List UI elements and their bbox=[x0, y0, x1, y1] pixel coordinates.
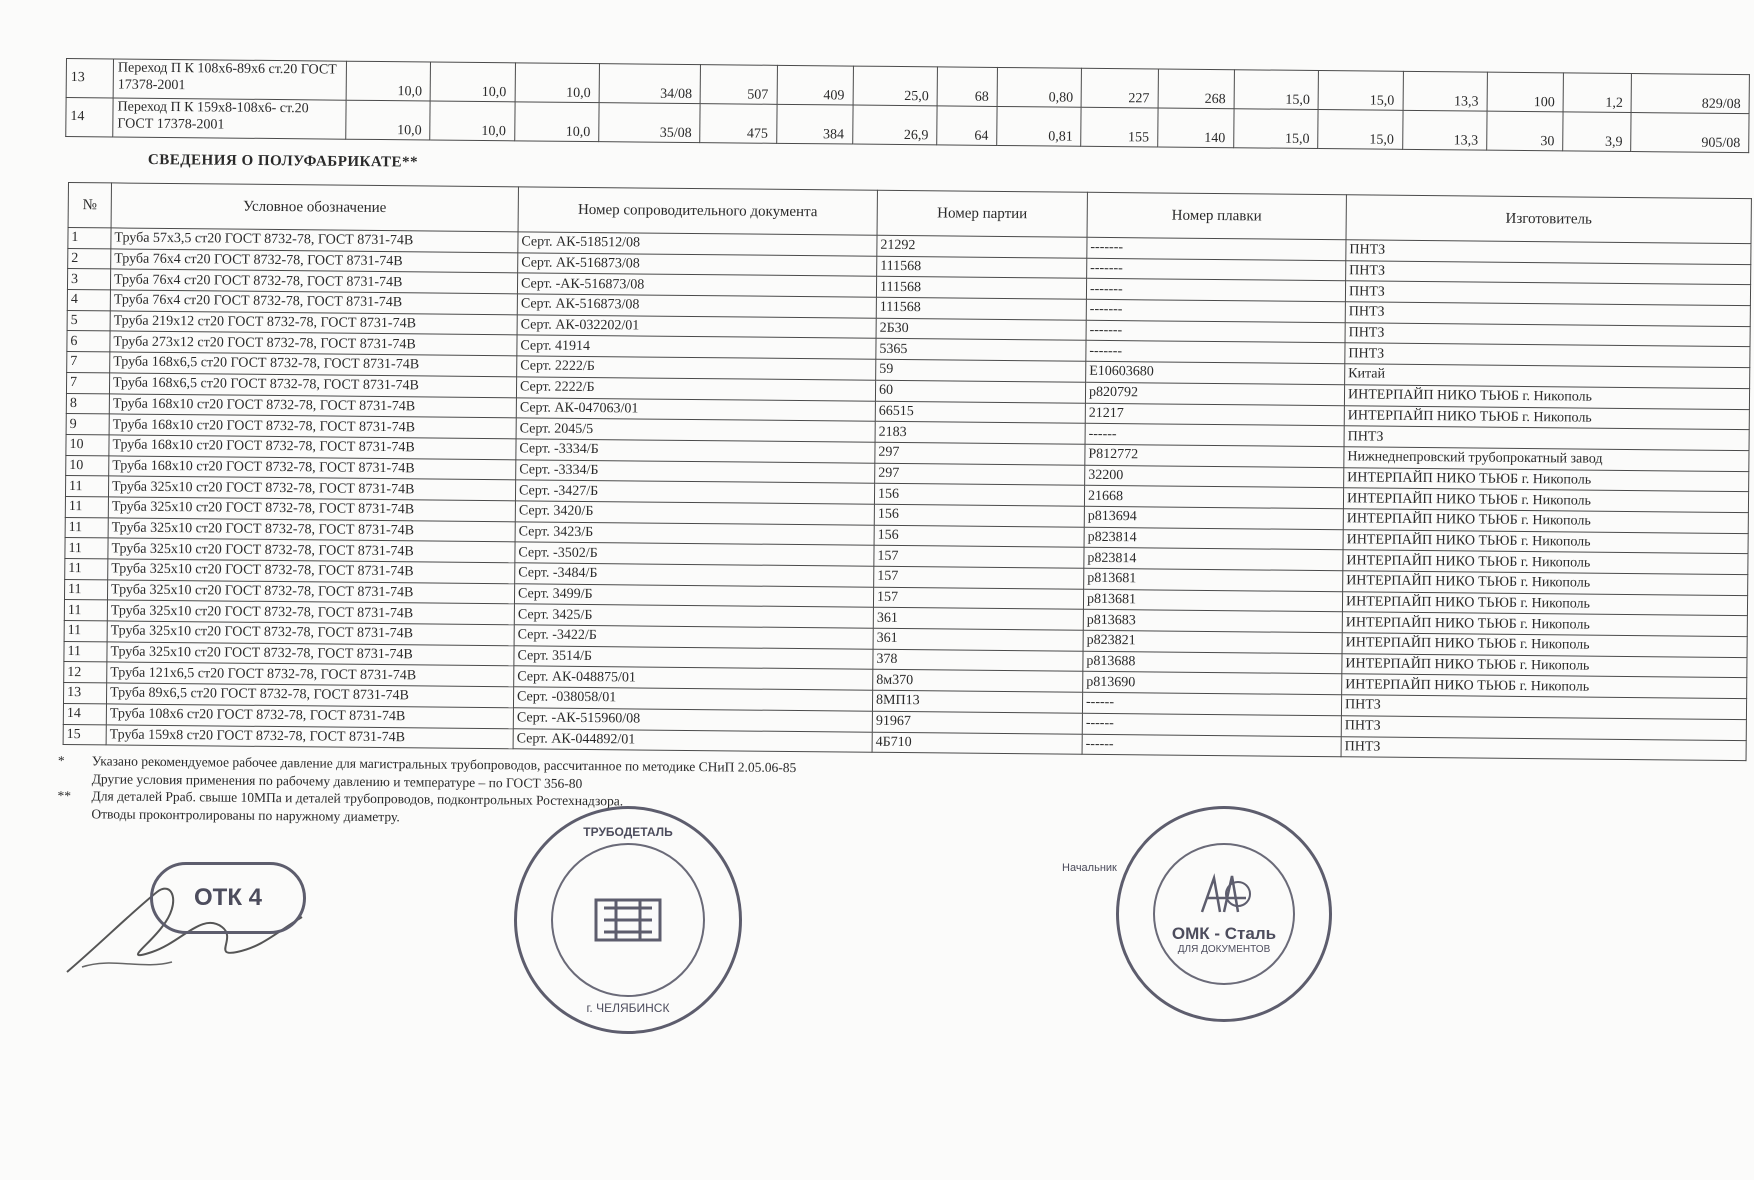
row-value: 15,0 bbox=[1318, 110, 1403, 150]
row-number: 2 bbox=[68, 248, 111, 269]
row-party: 111568 bbox=[876, 297, 1086, 320]
row-value: 475 bbox=[700, 104, 777, 144]
row-value: 3,9 bbox=[1563, 112, 1632, 152]
header-melt: Номер плавки bbox=[1087, 192, 1346, 239]
omk-logo-icon bbox=[1194, 872, 1254, 918]
row-party: 66515 bbox=[875, 401, 1085, 424]
header-name: Условное обозначение bbox=[111, 183, 518, 232]
row-document: Серт. -3334/Б bbox=[516, 439, 875, 463]
row-melt: ------- bbox=[1086, 341, 1345, 364]
row-number: 1 bbox=[68, 228, 111, 249]
header-doc: Номер сопроводительного документа bbox=[518, 187, 877, 235]
row-value: 100 bbox=[1487, 72, 1564, 112]
row-manufacturer: ПНТЗ bbox=[1346, 240, 1751, 265]
row-melt: ------- bbox=[1087, 258, 1346, 281]
row-number: 5 bbox=[67, 310, 110, 331]
trubodetal-logo-icon bbox=[588, 890, 668, 950]
otk-stamp bbox=[150, 862, 306, 934]
row-number: 15 bbox=[63, 724, 106, 745]
row-melt: ------- bbox=[1086, 279, 1345, 302]
row-designation: Труба 325х10 ст20 ГОСТ 8732-78, ГОСТ 8731-74В bbox=[108, 559, 515, 584]
row-number: 8 bbox=[66, 393, 109, 414]
row-value: 30 bbox=[1487, 111, 1564, 151]
row-number: 11 bbox=[64, 579, 107, 600]
row-number: 7 bbox=[67, 352, 110, 373]
row-value: 10,0 bbox=[430, 101, 515, 141]
row-number: 14 bbox=[63, 703, 106, 724]
row-party: 5365 bbox=[876, 339, 1086, 362]
row-melt: р813688 bbox=[1083, 651, 1342, 674]
row-melt: р813683 bbox=[1083, 610, 1342, 633]
row-number: 11 bbox=[64, 621, 107, 642]
row-manufacturer: ИНТЕРПАЙП НИКО ТЬЮБ г. Никополь bbox=[1344, 467, 1749, 492]
nachalnik-label: Начальник bbox=[1062, 862, 1117, 874]
row-melt: Р812772 bbox=[1085, 444, 1344, 467]
row-melt: ------ bbox=[1082, 713, 1341, 736]
row-designation: Труба 121х6,5 ст20 ГОСТ 8732-78, ГОСТ 8731-74В bbox=[107, 662, 514, 687]
row-document: Серт. -3484/Б bbox=[515, 563, 874, 587]
row-number: 10 bbox=[66, 455, 109, 476]
row-designation: Труба 76х4 ст20 ГОСТ 8732-78, ГОСТ 8731-74В bbox=[110, 290, 517, 315]
omk-seal-inner-ring bbox=[1153, 843, 1295, 985]
row-designation: Переход П К 159х8-108х6- ст.20 ГОСТ 17378-2001 bbox=[113, 98, 346, 139]
row-document: Серт. АК-032202/01 bbox=[517, 315, 876, 339]
row-designation: Труба 76х4 ст20 ГОСТ 8732-78, ГОСТ 8731-74В bbox=[110, 269, 517, 294]
row-number: 14 bbox=[66, 98, 113, 137]
row-manufacturer: ИНТЕРПАЙП НИКО ТЬЮБ г. Никополь bbox=[1342, 674, 1747, 699]
row-value: 409 bbox=[777, 65, 854, 105]
footnote-mark: * bbox=[57, 752, 65, 769]
row-manufacturer: ПНТЗ bbox=[1341, 695, 1746, 720]
header-party: Номер партии bbox=[877, 190, 1087, 237]
product-continuation-table bbox=[65, 58, 1750, 153]
row-designation: Труба 76х4 ст20 ГОСТ 8732-78, ГОСТ 8731-74В bbox=[111, 249, 518, 274]
row-melt: р813681 bbox=[1084, 568, 1343, 591]
row-document: Серт. АК-516873/08 bbox=[518, 253, 877, 277]
row-party: 111568 bbox=[876, 277, 1086, 300]
row-party: 2183 bbox=[875, 421, 1085, 444]
otk-stamp-text: ОТК 4 bbox=[194, 884, 262, 911]
row-designation: Труба 168х10 ст20 ГОСТ 8732-78, ГОСТ 8731-74В bbox=[109, 455, 516, 480]
row-party: 156 bbox=[874, 484, 1084, 507]
row-designation: Труба 108х6 ст20 ГОСТ 8732-78, ГОСТ 8731-74В bbox=[106, 704, 513, 729]
row-number: 3 bbox=[67, 269, 110, 290]
semi-product-table bbox=[63, 182, 1752, 761]
row-melt: ------- bbox=[1087, 237, 1346, 260]
row-number: 11 bbox=[65, 538, 108, 559]
semi-product-body bbox=[63, 228, 1751, 761]
row-party: 8МП13 bbox=[872, 690, 1082, 713]
row-manufacturer: ПНТЗ bbox=[1345, 343, 1750, 368]
row-value: 0,80 bbox=[997, 67, 1082, 107]
footnotes bbox=[57, 752, 796, 829]
row-manufacturer: ИНТЕРПАЙП НИКО ТЬЮБ г. Никополь bbox=[1343, 509, 1748, 534]
footnote-text: Другие условия применения по рабочему давлению и температуре – по ГОСТ 356-80 bbox=[91, 770, 583, 791]
row-party: 21292 bbox=[877, 235, 1087, 258]
row-document: Серт. -3502/Б bbox=[515, 542, 874, 566]
footnote-mark bbox=[58, 769, 92, 787]
row-value: 155 bbox=[1081, 107, 1158, 147]
row-designation: Переход П К 108х6-89х6 ст.20 ГОСТ 17378-2001 bbox=[113, 59, 346, 100]
row-document: Серт. 2222/Б bbox=[517, 356, 876, 380]
row-value: 26,9 bbox=[853, 105, 938, 145]
row-document: Серт. 3514/Б bbox=[514, 646, 873, 670]
row-party: 156 bbox=[874, 525, 1084, 548]
row-designation: Труба 325х10 ст20 ГОСТ 8732-78, ГОСТ 8731-74В bbox=[108, 518, 515, 543]
omk-docs-text: ДЛЯ ДОКУМЕНТОВ bbox=[1177, 944, 1271, 955]
row-number: 11 bbox=[64, 641, 107, 662]
row-designation: Труба 325х10 ст20 ГОСТ 8732-78, ГОСТ 8731-74В bbox=[107, 600, 514, 625]
row-party: 8м370 bbox=[873, 670, 1083, 693]
row-document: Серт. АК-048875/01 bbox=[514, 666, 873, 690]
row-value: 15,0 bbox=[1318, 71, 1403, 111]
row-designation: Труба 219х12 ст20 ГОСТ 8732-78, ГОСТ 8731-74В bbox=[110, 311, 517, 336]
row-party: 59 bbox=[876, 359, 1086, 382]
row-melt: ------- bbox=[1086, 299, 1345, 322]
row-number: 4 bbox=[67, 290, 110, 311]
footnote-mark: ** bbox=[57, 787, 72, 804]
row-designation: Труба 325х10 ст20 ГОСТ 8732-78, ГОСТ 8731-74В bbox=[108, 497, 515, 522]
row-manufacturer: ПНТЗ bbox=[1345, 323, 1750, 348]
row-number: 13 bbox=[66, 59, 113, 98]
row-manufacturer: ПНТЗ bbox=[1345, 302, 1750, 327]
row-designation: Труба 168х6,5 ст20 ГОСТ 8732-78, ГОСТ 8731-74В bbox=[109, 373, 516, 398]
row-melt: Е10603680 bbox=[1086, 361, 1345, 384]
row-melt: р823814 bbox=[1084, 527, 1343, 550]
row-manufacturer: ИНТЕРПАЙП НИКО ТЬЮБ г. Никополь bbox=[1343, 529, 1748, 554]
row-document: Серт. АК-516873/08 bbox=[517, 294, 876, 318]
row-value: 34/08 bbox=[599, 64, 701, 104]
omk-seal bbox=[1116, 806, 1332, 1022]
header-manufacturer: Изготовитель bbox=[1346, 195, 1751, 244]
footnote-mark bbox=[57, 804, 91, 822]
row-designation: Труба 57х3,5 ст20 ГОСТ 8732-78, ГОСТ 8731-74В bbox=[111, 228, 518, 253]
row-number: 11 bbox=[65, 496, 108, 517]
row-value: 140 bbox=[1157, 108, 1234, 148]
row-designation: Труба 325х10 ст20 ГОСТ 8732-78, ГОСТ 8731-74В bbox=[108, 538, 515, 563]
omk-name-text: ОМК - Сталь bbox=[1171, 924, 1277, 943]
row-document: Серт. АК-047063/01 bbox=[516, 397, 875, 421]
row-melt: 32200 bbox=[1085, 465, 1344, 488]
row-document: Серт. -3427/Б bbox=[515, 480, 874, 504]
row-manufacturer: Китай bbox=[1345, 364, 1750, 389]
row-value: 68 bbox=[937, 67, 997, 107]
row-party: 378 bbox=[873, 649, 1083, 672]
row-designation: Труба 89х6,5 ст20 ГОСТ 8732-78, ГОСТ 8731-74В bbox=[106, 683, 513, 708]
row-melt: ------- bbox=[1086, 320, 1345, 343]
row-document: Серт. АК-518512/08 bbox=[518, 232, 877, 256]
row-party: 157 bbox=[874, 566, 1084, 589]
row-number: 11 bbox=[65, 517, 108, 538]
row-value: 13,3 bbox=[1402, 110, 1487, 150]
row-number: 12 bbox=[64, 662, 107, 683]
row-manufacturer: ИНТЕРПАЙП НИКО ТЬЮБ г. Никополь bbox=[1342, 591, 1747, 616]
row-value: 25,0 bbox=[853, 66, 938, 106]
row-value: 905/08 bbox=[1631, 113, 1749, 153]
row-document: Серт. 2222/Б bbox=[516, 377, 875, 401]
footnote-text: Указано рекомендуемое рабочее давление для магистральных трубопроводов, рассчитанное по методике СНиП 2.05.06-85 bbox=[91, 753, 797, 776]
row-value: 384 bbox=[776, 104, 853, 144]
row-manufacturer: ПНТЗ bbox=[1341, 716, 1746, 741]
row-party: 111568 bbox=[877, 256, 1087, 279]
row-value: 507 bbox=[700, 65, 777, 105]
row-party: 157 bbox=[874, 546, 1084, 569]
row-value: 64 bbox=[937, 106, 997, 146]
footnote-text: Отводы проконтролированы по наружному диаметру. bbox=[91, 805, 400, 824]
section-title: СВЕДЕНИЯ О ПОЛУФАБРИКАТЕ** bbox=[147, 152, 419, 171]
row-value: 1,2 bbox=[1563, 73, 1632, 113]
row-document: Серт. -3422/Б bbox=[514, 625, 873, 649]
row-party: 156 bbox=[874, 504, 1084, 527]
row-melt: ------ bbox=[1082, 692, 1341, 715]
product-continuation-body bbox=[66, 59, 1750, 153]
row-number: 6 bbox=[67, 331, 110, 352]
row-value: 35/08 bbox=[599, 103, 701, 143]
row-document: Серт. 3499/Б bbox=[514, 583, 873, 607]
row-melt: р813690 bbox=[1083, 672, 1342, 695]
row-manufacturer: ПНТЗ bbox=[1344, 426, 1749, 451]
row-party: 2Б30 bbox=[876, 318, 1086, 341]
row-designation: Труба 168х10 ст20 ГОСТ 8732-78, ГОСТ 8731-74В bbox=[109, 435, 516, 460]
row-number: 7 bbox=[66, 372, 109, 393]
row-document: Серт. 3423/Б bbox=[515, 521, 874, 545]
row-manufacturer: ПНТЗ bbox=[1346, 260, 1751, 285]
row-manufacturer: ИНТЕРПАЙП НИКО ТЬЮБ г. Никополь bbox=[1342, 612, 1747, 637]
row-value: 10,0 bbox=[346, 100, 431, 140]
row-number: 10 bbox=[66, 434, 109, 455]
row-party: 4Б710 bbox=[872, 732, 1082, 755]
row-document: Серт. 41914 bbox=[517, 335, 876, 359]
seal-inner-ring bbox=[551, 843, 705, 997]
row-manufacturer: ПНТЗ bbox=[1341, 736, 1746, 761]
row-melt: р823821 bbox=[1083, 630, 1342, 653]
row-party: 60 bbox=[875, 380, 1085, 403]
row-designation: Труба 273х12 ст20 ГОСТ 8732-78, ГОСТ 8731-74В bbox=[110, 331, 517, 356]
row-value: 15,0 bbox=[1234, 70, 1319, 110]
row-document: Серт. -АК-515960/08 bbox=[513, 708, 872, 732]
row-manufacturer: ИНТЕРПАЙП НИКО ТЬЮБ г. Никополь bbox=[1344, 405, 1749, 430]
row-document: Серт. -АК-516873/08 bbox=[517, 273, 876, 297]
row-party: 91967 bbox=[872, 711, 1082, 734]
row-party: 361 bbox=[873, 628, 1083, 651]
row-melt: р823814 bbox=[1084, 548, 1343, 571]
row-value: 10,0 bbox=[346, 61, 431, 101]
row-number: 13 bbox=[63, 683, 106, 704]
row-value: 10,0 bbox=[515, 63, 600, 103]
row-document: Серт. 3425/Б bbox=[514, 604, 873, 628]
row-melt: ------ bbox=[1082, 734, 1341, 757]
row-manufacturer: ИНТЕРПАЙП НИКО ТЬЮБ г. Никополь bbox=[1342, 654, 1747, 679]
footnote-text: Для деталей Рраб. свыше 10МПа и деталей трубопроводов, подконтрольных Ростехнадзора. bbox=[91, 788, 624, 809]
row-document: Серт. 2045/5 bbox=[516, 418, 875, 442]
row-manufacturer: ИНТЕРПАЙП НИКО ТЬЮБ г. Никополь bbox=[1343, 488, 1748, 513]
row-party: 297 bbox=[875, 463, 1085, 486]
row-melt: р813681 bbox=[1083, 589, 1342, 612]
row-designation: Труба 325х10 ст20 ГОСТ 8732-78, ГОСТ 8731-74В bbox=[107, 580, 514, 605]
row-melt: 21668 bbox=[1084, 486, 1343, 509]
row-party: 361 bbox=[873, 608, 1083, 631]
row-manufacturer: ИНТЕРПАЙП НИКО ТЬЮБ г. Никополь bbox=[1343, 550, 1748, 575]
row-document: Серт. АК-044892/01 bbox=[513, 728, 872, 752]
row-number: 11 bbox=[64, 600, 107, 621]
row-value: 10,0 bbox=[514, 102, 599, 142]
trubodetal-seal bbox=[514, 806, 742, 1034]
row-manufacturer: Нижнеднепровский трубопрокатный завод bbox=[1344, 447, 1749, 472]
row-melt: р813694 bbox=[1084, 506, 1343, 529]
seal-name-text: ТРУБОДЕТАЛЬ bbox=[583, 825, 673, 839]
row-melt: ------ bbox=[1085, 423, 1344, 446]
row-manufacturer: ИНТЕРПАЙП НИКО ТЬЮБ г. Никополь bbox=[1342, 633, 1747, 658]
row-party: 297 bbox=[875, 442, 1085, 465]
row-number: 11 bbox=[65, 558, 108, 579]
row-value: 10,0 bbox=[430, 62, 515, 102]
row-number: 9 bbox=[66, 414, 109, 435]
row-number: 11 bbox=[65, 476, 108, 497]
row-designation: Труба 325х10 ст20 ГОСТ 8732-78, ГОСТ 8731-74В bbox=[108, 476, 515, 501]
row-melt: р820792 bbox=[1085, 382, 1344, 405]
row-melt: 21217 bbox=[1085, 403, 1344, 426]
row-designation: Труба 159х8 ст20 ГОСТ 8732-78, ГОСТ 8731-74В bbox=[106, 724, 513, 749]
row-value: 13,3 bbox=[1403, 71, 1488, 111]
row-designation: Труба 168х6,5 ст20 ГОСТ 8732-78, ГОСТ 8731-74В bbox=[110, 352, 517, 377]
row-document: Серт. -038058/01 bbox=[513, 687, 872, 711]
header-no: № bbox=[68, 183, 111, 228]
row-designation: Труба 168х10 ст20 ГОСТ 8732-78, ГОСТ 8731-74В bbox=[109, 393, 516, 418]
row-manufacturer: ПНТЗ bbox=[1345, 281, 1750, 306]
row-value: 829/08 bbox=[1631, 74, 1749, 114]
row-designation: Труба 325х10 ст20 ГОСТ 8732-78, ГОСТ 8731-74В bbox=[107, 621, 514, 646]
row-value: 15,0 bbox=[1234, 109, 1319, 149]
row-manufacturer: ИНТЕРПАЙП НИКО ТЬЮБ г. Никополь bbox=[1344, 385, 1749, 410]
row-designation: Труба 325х10 ст20 ГОСТ 8732-78, ГОСТ 8731-74В bbox=[107, 642, 514, 667]
row-value: 268 bbox=[1158, 69, 1235, 109]
row-value: 227 bbox=[1082, 68, 1159, 108]
row-document: Серт. -3334/Б bbox=[516, 459, 875, 483]
seal-city-text: г. ЧЕЛЯБИНСК bbox=[586, 1001, 670, 1015]
row-value: 0,81 bbox=[997, 106, 1082, 146]
row-document: Серт. 3420/Б bbox=[515, 501, 874, 525]
row-party: 157 bbox=[873, 587, 1083, 610]
row-manufacturer: ИНТЕРПАЙП НИКО ТЬЮБ г. Никополь bbox=[1343, 571, 1748, 596]
row-designation: Труба 168х10 ст20 ГОСТ 8732-78, ГОСТ 8731-74В bbox=[109, 414, 516, 439]
